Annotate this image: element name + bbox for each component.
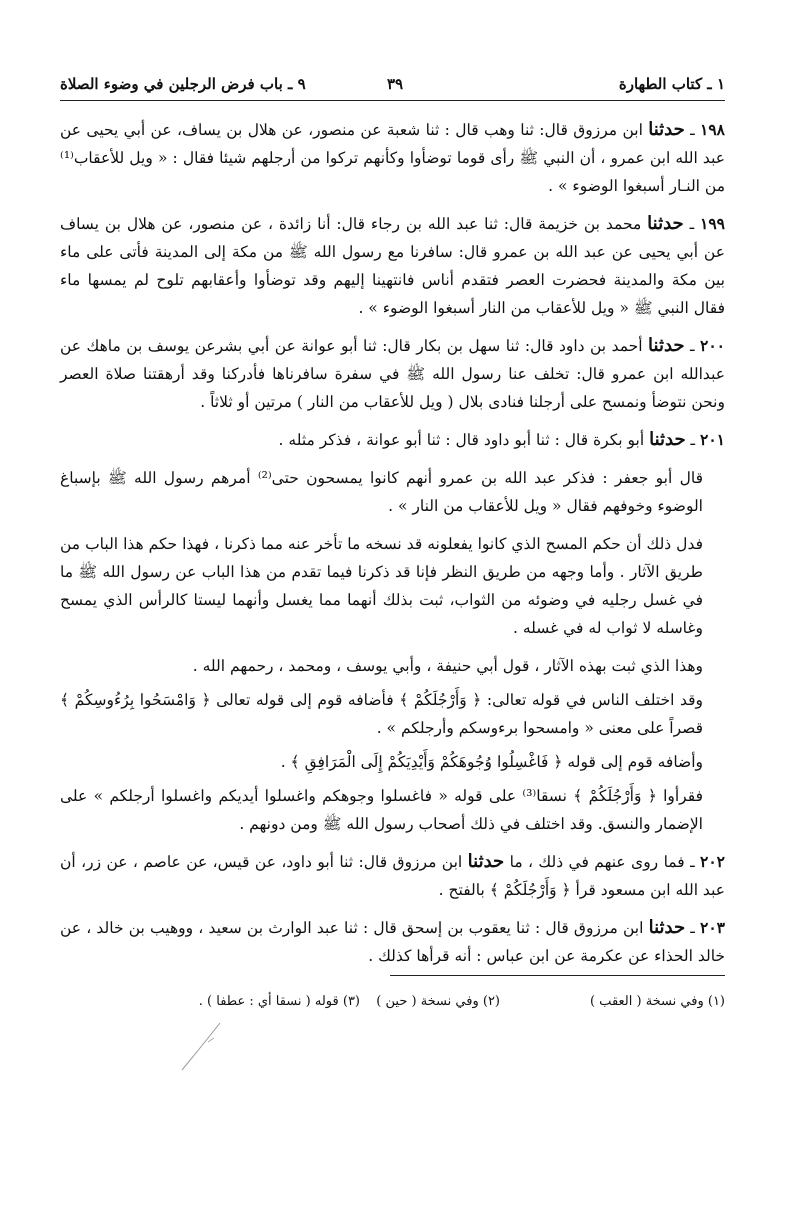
commentary-paragraph: وهذا الذي ثبت بهذه الآثار ، قول أبي حنيفة ، وأبي يوسف ، ومحمد ، رحمهم الله . bbox=[192, 657, 703, 675]
narration-keyword: حدثنا bbox=[648, 917, 686, 938]
hadith-number: ١٩٨ bbox=[700, 120, 725, 139]
hadith-203: ٢٠٣ ـ حدثنا ابن مرزوق قال : ثنا يعقوب بن إسحق قال : ثنا عبد الوارث بن سعيد ، ووهيب بن خالد ، عن خالد الحذاء عن عكرمة عن ابن عباس : أنه قرأها كذلك . bbox=[60, 917, 725, 965]
running-head bbox=[60, 72, 725, 96]
narration-keyword: حدثنا bbox=[648, 119, 685, 140]
hadith-lead: فما روى عنهم في ذلك ، ما bbox=[509, 853, 685, 871]
hadith-201: ٢٠١ ـ حدثنا أبو بكرة قال : ثنا أبو داود قال : ثنا أبو عوانة ، فذكر مثله . bbox=[278, 429, 725, 450]
hadith-text: محمد بن خزيمة قال: ثنا عبد الله بن رجاء قال: أنا زائدة ، عن منصور، عن هلال بن يساف عن أبي يحيى عن عبد الله بن عمرو قال: سافرنا مع رسول الله ﷺ من مكة إلى المدينة فأتى على ماء بين مكة والمدينة فحضرت العصر فتقدم أناس فانتهينا إليهم وقد توضأوا وأعقابهم تلوح لم يمسها ماء فقال النبي ﷺ « ويل للأعقاب من النار أسبغوا الوضوء » . bbox=[60, 215, 725, 317]
book-title: ١ ـ كتاب الطهارة bbox=[618, 75, 725, 93]
hadith-199: ١٩٩ ـ حدثنا محمد بن خزيمة قال: ثنا عبد الله بن رجاء قال: أنا زائدة ، عن منصور، عن هلال بن يساف عن أبي يحيى عن عبد الله بن عمرو قال: سافرنا مع رسول الله ﷺ من مكة إلى المدينة فأتى على ماء بين مكة والمدينة فحضرت العصر فتقدم أناس فانتهينا إليهم وقد توضأوا وأعقابهم تلوح لم يمسها ماء فقال النبي ﷺ « ويل للأعقاب من النار أسبغوا الوضوء » . bbox=[60, 213, 725, 317]
page-number: ٣٩ bbox=[386, 75, 404, 93]
chapter-title: ٩ ـ باب فرض الرجلين في وضوء الصلاة bbox=[60, 75, 306, 93]
commentary-paragraph: وأضافه قوم إلى قوله ﴿ فَاغْسِلُوا وُجُوهَكُمْ وَأَيْدِيَكُمْ إِلَى الْمَرَافِقِ ﴾ . bbox=[280, 753, 703, 771]
footnote-3: (٣) قوله ( نسقا أي : عطفا ) . bbox=[198, 994, 360, 1009]
footnotes bbox=[130, 990, 725, 1014]
narration-keyword: حدثنا bbox=[467, 851, 505, 872]
commentary-paragraph: فدل ذلك أن حكم المسح الذي كانوا يفعلونه قد نسخه ما تأخر عنه مما ذكرنا ، فهذا حكم هذا الباب من طريق الآثار . وأما وجهه من طريق النظر فإنا قد ذكرنا فيما تقدم من هذا الباب عن رسول الله ﷺ ما في غسل رجليه في وضوئه من الثواب، ثبت بذلك أنهما مما يغسل وأنهما ليستا كالرأس الذي يمسح وغاسله لا ثواب له في غسله . bbox=[60, 535, 703, 637]
footnote-1: (١) وفي نسخة ( العقب ) bbox=[589, 994, 725, 1009]
hadith-198: ١٩٨ ـ حدثنا ابن مرزوق قال: ثنا وهب قال : ثنا شعبة عن منصور، عن هلال بن يساف، عن أبي يحيى عن عبد الله ابن عمرو ، أن النبي ﷺ رأى قوما توضأوا وكأنهم تركوا من أرجلهم شيئا فقال : « ويل للأعقاب⁽¹⁾ من النـار أسبغوا الوضوء » . bbox=[60, 119, 725, 195]
commentary-paragraph: قال أبو جعفر : فذكر عبد الله بن عمرو أنهم كانوا يمسحون حتى⁽²⁾ أمرهم رسول الله ﷺ بإسباغ الوضوء وخوفهم فقال « ويل للأعقاب من النار » . bbox=[60, 469, 703, 515]
hadith-number: ١٩٩ bbox=[700, 214, 725, 233]
pencil-mark bbox=[170, 1020, 230, 1075]
hadith-text: ابن مرزوق قال: ثنا وهب قال : ثنا شعبة عن منصور، عن هلال بن يساف، عن أبي يحيى عن عبد الله ابن عمرو ، أن النبي ﷺ رأى قوما توضأوا وكأنهم تركوا من أرجلهم شيئا فقال : « ويل للأعقاب⁽¹⁾ من النـار أسبغوا الوضوء » . bbox=[60, 121, 725, 195]
hadith-200: ٢٠٠ ـ حدثنا أحمد بن داود قال: ثنا سهل بن بكار قال: ثنا أبو عوانة عن أبي بشرعن يوسف بن ماهك عن عبدالله ابن عمرو قال: تخلف عنا رسول الله ﷺ في سفرة سافرناها فأدركنا وقد أرهقتنا صلاة العصر ونحن نتوضأ ونمسح على أرجلنا فنادى بلال ( ويل للأعقاب من النار ) مرتين أو ثلاثاً . bbox=[60, 335, 725, 411]
hadith-text: أبو بكرة قال : ثنا أبو داود قال : ثنا أبو عوانة ، فذكر مثله . bbox=[278, 431, 645, 449]
commentary-paragraph: وقد اختلف الناس في قوله تعالى: ﴿ وَأَرْجُلَكُمْ ﴾ فأضافه قوم إلى قوله تعالى ﴿ وَامْسَحُوا بِرُءُوسِكُمْ ﴾ قصراً على معنى « وامسحوا برءوسكم وأرجلكم » . bbox=[60, 691, 703, 737]
hadith-number: ٢٠١ bbox=[700, 430, 725, 449]
footnote-divider bbox=[390, 975, 725, 976]
hadith-number: ٢٠٠ bbox=[700, 336, 725, 355]
narration-keyword: حدثنا bbox=[648, 335, 685, 356]
hadith-text: ابن مرزوق قال : ثنا يعقوب بن إسحق قال : ثنا عبد الوارث بن سعيد ، ووهيب بن خالد ، عن خالد الحذاء عن عكرمة عن ابن عباس : أنه قرأها كذلك . bbox=[60, 919, 725, 965]
hadith-text: ابن مرزوق قال: ثنا أبو داود، عن قيس، عن عاصم ، عن زر، أن عبد الله ابن مسعود قرأ ﴿ وَأَرْجُلَكُمْ ﴾ بالفتح . bbox=[60, 853, 725, 899]
narration-keyword: حدثنا bbox=[647, 213, 684, 234]
footnote-2: (٢) وفي نسخة ( حين ) bbox=[376, 994, 500, 1009]
main-text bbox=[60, 116, 725, 980]
commentary-paragraph: فقرأوا ﴿ وَأَرْجُلَكُمْ ﴾ نسقا⁽³⁾ على قوله « فاغسلوا وجوهكم واغسلوا أيديكم واغسلوا أرجلكم » على الإضمار والنسق. وقد اختلف في ذلك أصحاب رسول الله ﷺ ومن دونهم . bbox=[60, 787, 703, 833]
hadith-number: ٢٠٣ bbox=[700, 918, 725, 937]
hadith-202: ٢٠٢ ـ فما روى عنهم في ذلك ، ما حدثنا ابن مرزوق قال: ثنا أبو داود، عن قيس، عن عاصم ، عن زر، أن عبد الله ابن مسعود قرأ ﴿ وَأَرْجُلَكُمْ ﴾ بالفتح . bbox=[60, 851, 726, 899]
hadith-number: ٢٠٢ bbox=[700, 852, 726, 871]
hadith-text: أحمد بن داود قال: ثنا سهل بن بكار قال: ثنا أبو عوانة عن أبي بشرعن يوسف بن ماهك عن عبدالله ابن عمرو قال: تخلف عنا رسول الله ﷺ في سفرة سافرناها فأدركنا وقد أرهقتنا صلاة العصر ونحن نتوضأ ونمسح على أرجلنا فنادى بلال ( ويل للأعقاب من النار ) مرتين أو ثلاثاً . bbox=[60, 337, 725, 411]
narration-keyword: حدثنا bbox=[649, 429, 686, 450]
header-divider bbox=[60, 100, 725, 101]
